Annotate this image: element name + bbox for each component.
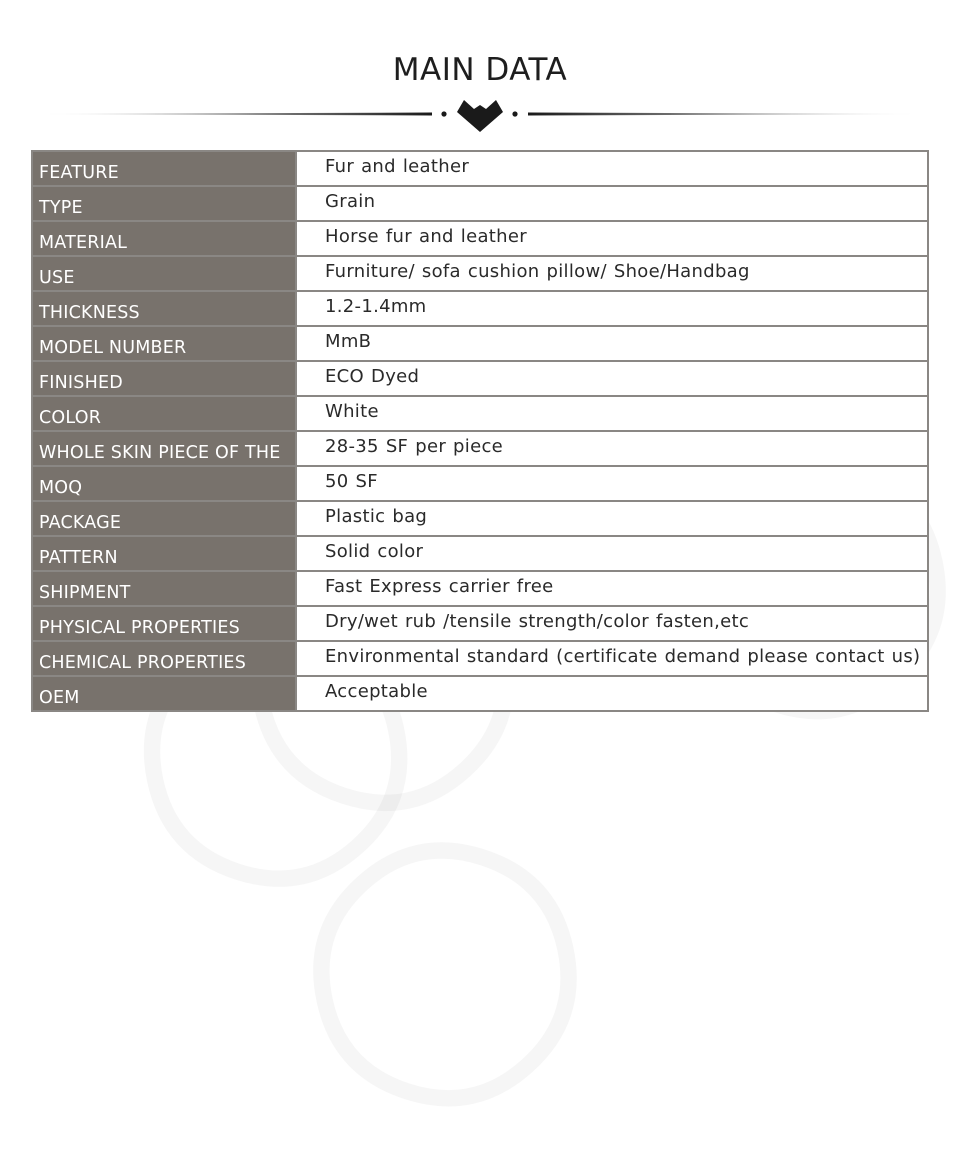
spec-label: PATTERN <box>32 536 296 571</box>
divider-dot-right <box>512 111 517 116</box>
spec-row <box>32 466 928 501</box>
spec-value: Fast Express carrier free <box>296 571 928 606</box>
spec-label: OEM <box>32 676 296 711</box>
spec-label: CHEMICAL PROPERTIES <box>32 641 296 676</box>
spec-value: ECO Dyed <box>296 361 928 396</box>
spec-label: THICKNESS <box>32 291 296 326</box>
spec-row <box>32 571 928 606</box>
spec-value: Dry/wet rub /tensile strength/color fasten,etc <box>296 606 928 641</box>
divider-line-left <box>40 113 432 116</box>
spec-row <box>32 291 928 326</box>
spec-row <box>32 361 928 396</box>
spec-value: Solid color <box>296 536 928 571</box>
spec-row <box>32 326 928 361</box>
spec-table <box>31 150 929 712</box>
spec-value: White <box>296 396 928 431</box>
spec-row <box>32 151 928 186</box>
spec-label: MODEL NUMBER <box>32 326 296 361</box>
spec-row <box>32 221 928 256</box>
spec-label: TYPE <box>32 186 296 221</box>
spec-value: MmB <box>296 326 928 361</box>
spec-value: Horse fur and leather <box>296 221 928 256</box>
spec-label: USE <box>32 256 296 291</box>
spec-row <box>32 186 928 221</box>
spec-value: Fur and leather <box>296 151 928 186</box>
spec-value: Plastic bag <box>296 501 928 536</box>
spec-label: WHOLE SKIN PIECE OF THE <box>32 431 296 466</box>
spec-label: MATERIAL <box>32 221 296 256</box>
bat-ornament-icon <box>457 100 503 132</box>
spec-label: FINISHED <box>32 361 296 396</box>
spec-row <box>32 501 928 536</box>
title-divider <box>40 92 920 136</box>
spec-row <box>32 256 928 291</box>
spec-label: COLOR <box>32 396 296 431</box>
spec-row <box>32 641 928 676</box>
spec-value: 28-35 SF per piece <box>296 431 928 466</box>
spec-value: Environmental standard (certificate demand please contact us) <box>296 641 928 676</box>
spec-row <box>32 676 928 711</box>
spec-value: Furniture/ sofa cushion pillow/ Shoe/Handbag <box>296 256 928 291</box>
spec-label: SHIPMENT <box>32 571 296 606</box>
spec-row <box>32 396 928 431</box>
spec-label: MOQ <box>32 466 296 501</box>
spec-label: FEATURE <box>32 151 296 186</box>
spec-value: 50 SF <box>296 466 928 501</box>
divider-dot-left <box>441 111 446 116</box>
spec-row <box>32 431 928 466</box>
spec-value: 1.2-1.4mm <box>296 291 928 326</box>
page-title: MAIN DATA <box>392 52 568 88</box>
spec-label: PHYSICAL PROPERTIES <box>32 606 296 641</box>
spec-row <box>32 606 928 641</box>
divider-line-right <box>528 113 920 116</box>
spec-value: Acceptable <box>296 676 928 711</box>
spec-row <box>32 536 928 571</box>
spec-value: Grain <box>296 186 928 221</box>
spec-label: PACKAGE <box>32 501 296 536</box>
